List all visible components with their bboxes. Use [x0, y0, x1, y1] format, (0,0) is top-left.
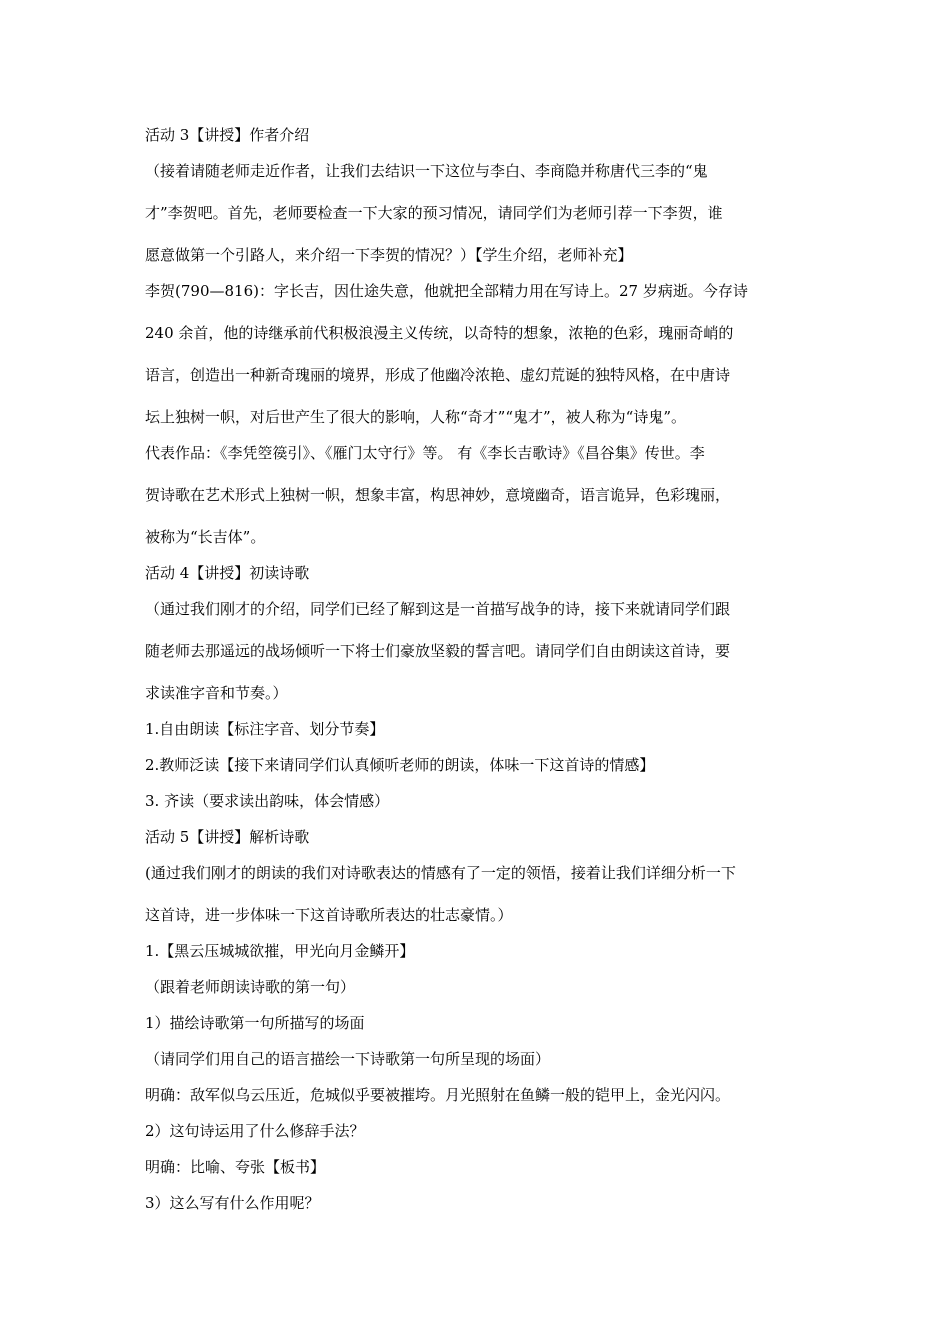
text-line: 愿意做第一个引路人，来介绍一下李贺的情况？）【学生介绍，老师补充】	[145, 246, 633, 264]
representative-works	[145, 441, 810, 549]
text-line: （通过我们刚才的介绍，同学们已经了解到这是一首描写战争的诗，接下来就请同学们跟	[145, 600, 731, 618]
text-line: （接着请随老师走近作者，让我们去结识一下这位与李白、李商隐并称唐代三李的“鬼	[145, 162, 708, 180]
text-line: （请同学们用自己的语言描绘一下诗歌第一句所呈现的场面）	[145, 1050, 551, 1068]
text-line: (通过我们刚才的朗读的我们对诗歌表达的情感有了一定的领悟，接着让我们详细分析一下	[145, 864, 736, 882]
question-item: 2）这句诗运用了什么修辞手法？	[145, 1122, 365, 1140]
text-line: 李贺(790—816)：字长吉，因仕途失意，他就把全部精力用在写诗上。27 岁病逝。今存诗	[145, 282, 748, 300]
question-item: 1）描绘诗歌第一句所描写的场面	[145, 1014, 365, 1032]
activity-5-heading: 活动 5【讲授】解析诗歌	[145, 828, 310, 846]
answer-item: 明确：敌军似乌云压近，危城似乎要被摧垮。月光照射在鱼鳞一般的铠甲上，金光闪闪。	[145, 1086, 731, 1104]
activity-5-intro	[145, 861, 810, 927]
step-item: 1.自由朗读【标注字音、划分节奏】	[145, 720, 385, 738]
author-bio	[145, 279, 810, 429]
text-line: 240 余首，他的诗继承前代积极浪漫主义传统，以奇特的想象，浓艳的色彩，瑰丽奇峭的	[145, 324, 734, 342]
text-line: 被称为“长吉体”。	[145, 528, 266, 546]
activity-4-intro	[145, 597, 810, 705]
step-item: 2.教师泛读【接下来请同学们认真倾听老师的朗读，体味一下这首诗的情感】	[145, 756, 655, 774]
activity-3-intro	[145, 159, 810, 267]
text-line: 语言，创造出一种新奇瑰丽的境界，形成了他幽冷浓艳、虚幻荒诞的独特风格，在中唐诗	[145, 366, 731, 384]
text-line: （跟着老师朗读诗歌的第一句）	[145, 978, 356, 996]
activity-4-heading: 活动 4【讲授】初读诗歌	[145, 564, 310, 582]
text-line: 坛上独树一帜，对后世产生了很大的影响，人称“奇才”“鬼才”，被人称为“诗鬼”。	[145, 408, 687, 426]
text-line: 求读准字音和节奏。）	[145, 684, 288, 702]
activity-3-heading: 活动 3【讲授】作者介绍	[145, 126, 310, 144]
text-line: 随老师去那遥远的战场倾听一下将士们豪放坚毅的誓言吧。请同学们自由朗读这首诗，要	[145, 642, 731, 660]
question-item: 3）这么写有什么作用呢？	[145, 1194, 320, 1212]
poem-line-heading: 1.【黑云压城城欲摧，甲光向月金鳞开】	[145, 942, 415, 960]
text-line: 这首诗，进一步体味一下这首诗歌所表达的壮志豪情。）	[145, 906, 513, 924]
text-line: 代表作品：《李凭箜篌引》、《雁门太守行》等。 有《李长吉歌诗》《昌谷集》传世。李	[145, 444, 705, 462]
answer-item: 明确：比喻、夸张【板书】	[145, 1158, 326, 1176]
step-item: 3. 齐读（要求读出韵味，体会情感）	[145, 792, 390, 810]
text-line: 贺诗歌在艺术形式上独树一帜，想象丰富，构思神妙，意境幽奇，语言诡异，色彩瑰丽，	[145, 486, 731, 504]
document-page	[145, 123, 810, 1227]
text-line: 才”李贺吧。首先，老师要检查一下大家的预习情况，请同学们为老师引荐一下李贺，谁	[145, 204, 723, 222]
